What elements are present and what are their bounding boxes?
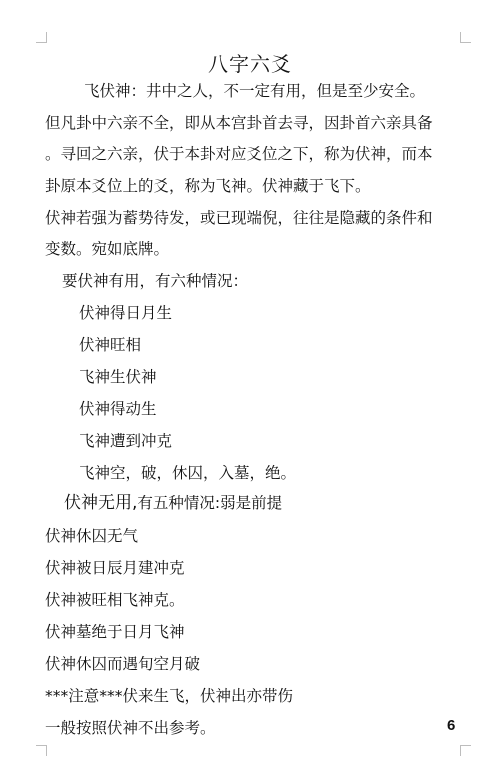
list-item: 飞神空，破，休囚，入墓，绝。 bbox=[79, 464, 297, 482]
paragraph-line: 但凡卦中六亲不全，即从本宫卦首去寻，因卦首六亲具备 bbox=[45, 114, 433, 132]
list-item: 伏神得动生 bbox=[79, 400, 157, 418]
list-item: 伏神被旺相飞神克。 bbox=[45, 591, 185, 609]
crop-mark-top-left bbox=[36, 32, 47, 43]
list-item: 飞神遭到冲克 bbox=[79, 432, 173, 450]
closing-line: 一般按照伏神不出参考。 bbox=[45, 719, 216, 737]
crop-mark-bottom-right bbox=[460, 745, 471, 756]
list-item: 伏神被日辰月建冲克 bbox=[45, 559, 185, 577]
list-item: 伏神休囚无气 bbox=[45, 527, 139, 545]
paragraph-line: 卦原本爻位上的爻，称为飞神。伏神藏于飞下。 bbox=[45, 177, 371, 195]
paragraph-line: 变数。宛如底牌。 bbox=[45, 240, 170, 258]
list-item: 伏神墓绝于日月飞神 bbox=[45, 623, 185, 641]
paragraph-line: 。寻回之六亲，伏于本卦对应爻位之下，称为伏神，而本 bbox=[45, 145, 433, 163]
crop-mark-bottom-left bbox=[36, 745, 47, 756]
useless-heading-main: 伏神无用, bbox=[64, 493, 138, 513]
list-item: 伏神得日月生 bbox=[79, 304, 173, 322]
useless-heading bbox=[64, 492, 282, 514]
paragraph-line: 伏神若强为蓄势待发，或已现端倪，往往是隐藏的条件和 bbox=[45, 209, 433, 227]
useless-heading-rest: 有五种情况:弱是前提 bbox=[137, 494, 283, 512]
note-line: ***注意***伏来生飞，伏神出亦带伤 bbox=[45, 687, 294, 705]
list-item: 飞神生伏神 bbox=[79, 368, 157, 386]
page-number: 6 bbox=[447, 717, 456, 734]
useful-heading: 要伏神有用，有六种情况： bbox=[62, 272, 249, 290]
list-item: 伏神旺相 bbox=[79, 336, 142, 354]
crop-mark-top-right bbox=[460, 32, 471, 43]
page-title: 八字六爻 bbox=[208, 52, 292, 76]
list-item: 伏神休囚而遇旬空月破 bbox=[45, 655, 201, 673]
paragraph-intro: 飞伏神：井中之人，不一定有用，但是至少安全。 bbox=[84, 82, 426, 100]
